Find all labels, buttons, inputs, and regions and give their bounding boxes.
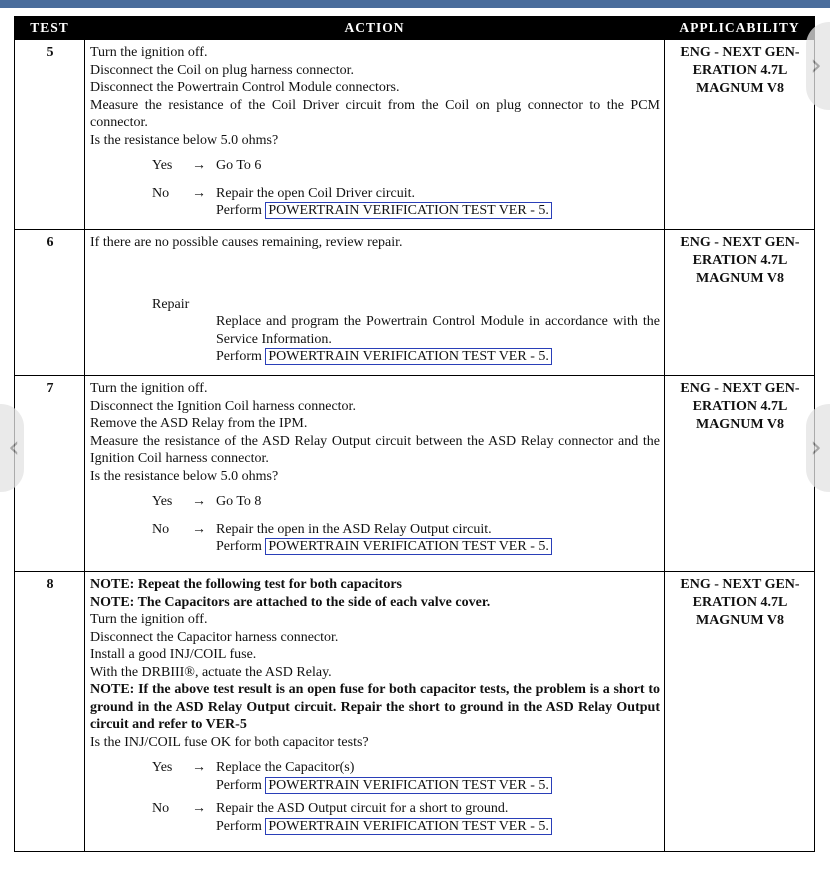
window-top-bar xyxy=(0,0,830,8)
action-question: Is the resistance below 5.0 ohms? xyxy=(90,468,279,484)
test-number: 5 xyxy=(15,40,85,230)
note-line: NOTE: Repeat the following test for both capacitors xyxy=(90,577,402,592)
action-line: With the DRBIII®, actuate the ASD Relay. xyxy=(90,664,332,680)
action-line: Disconnect the Ignition Coil harness connector. xyxy=(90,398,356,414)
note-line: NOTE: The Capacitors are attached to the side of each valve cover. xyxy=(90,594,491,610)
table-header-row xyxy=(15,17,815,40)
applicability-line: ENG - NEXT GEN- xyxy=(680,577,800,592)
no-label: No xyxy=(152,801,170,816)
yes-answer xyxy=(152,157,660,175)
perform-label: Perform xyxy=(216,818,262,834)
verification-test-link[interactable]: POWERTRAIN VERIFICATION TEST VER - 5. xyxy=(265,777,551,794)
yes-label: Yes xyxy=(152,494,173,509)
next-page-chevron-icon[interactable]: › xyxy=(806,404,830,492)
test-number: 7 xyxy=(15,376,85,572)
verification-test-link[interactable]: POWERTRAIN VERIFICATION TEST VER - 5. xyxy=(265,538,551,555)
repair-label: Repair xyxy=(152,296,190,312)
repair-text: Replace and program the Powertrain Control Module in accordance with the Service Information. xyxy=(216,314,660,347)
action-line: Remove the ASD Relay from the IPM. xyxy=(90,416,308,431)
yes-text: Go To 6 xyxy=(216,158,262,173)
arrow-icon: → xyxy=(192,801,206,816)
header-test: TEST xyxy=(15,17,85,40)
table-row-test-7 xyxy=(15,376,815,572)
verification-test-link[interactable]: POWERTRAIN VERIFICATION TEST VER - 5. xyxy=(265,348,551,365)
arrow-icon: → xyxy=(192,185,206,201)
arrow-icon: → xyxy=(192,494,206,509)
diagnostic-procedure-table xyxy=(14,16,815,852)
applicability-line: ENG - NEXT GEN- xyxy=(680,45,800,60)
action-line: If there are no possible causes remaining, review repair. xyxy=(90,235,403,250)
applicability-line: MAGNUM V8 xyxy=(695,81,784,96)
yes-text: Go To 8 xyxy=(216,494,262,509)
no-label: No xyxy=(152,521,170,537)
yes-answer xyxy=(152,493,660,511)
applicability-line: MAGNUM V8 xyxy=(695,417,784,432)
applicability-line: MAGNUM V8 xyxy=(695,613,784,628)
no-answer xyxy=(152,800,660,835)
header-action: ACTION xyxy=(85,17,665,40)
document-page xyxy=(0,8,830,872)
action-line: Turn the ignition off. xyxy=(90,381,208,396)
repair-block xyxy=(152,296,660,366)
no-text: Repair the open Coil Driver circuit. xyxy=(216,185,416,201)
table-row-test-8 xyxy=(15,572,815,852)
action-cell xyxy=(85,572,665,852)
yes-text: Replace the Capacitor(s) xyxy=(216,760,355,775)
applicability-line: ERATION 4.7L xyxy=(692,253,788,268)
answer-block xyxy=(152,493,660,556)
applicability-line: MAGNUM V8 xyxy=(695,271,784,286)
table-row-test-5 xyxy=(15,40,815,230)
arrow-icon: → xyxy=(192,760,206,775)
applicability-cell xyxy=(665,230,815,376)
perform-label: Perform xyxy=(216,349,262,364)
action-line: Disconnect the Coil on plug harness connector. xyxy=(90,62,354,78)
action-line: Install a good INJ/COIL fuse. xyxy=(90,647,257,662)
applicability-line: ERATION 4.7L xyxy=(692,399,788,414)
action-line: Disconnect the Powertrain Control Module connectors. xyxy=(90,80,400,95)
action-line: Turn the ignition off. xyxy=(90,612,208,627)
applicability-cell xyxy=(665,376,815,572)
action-cell xyxy=(85,230,665,376)
verification-test-link[interactable]: POWERTRAIN VERIFICATION TEST VER - 5. xyxy=(265,818,551,835)
no-label: No xyxy=(152,185,170,201)
yes-label: Yes xyxy=(152,760,173,775)
test-number: 6 xyxy=(15,230,85,376)
next-page-top-chevron-icon[interactable]: › xyxy=(806,22,830,110)
note-line: NOTE: If the above test result is an open fuse for both capacitor tests, the problem is a short to ground in the ASD Relay Output circuit. Repair the short to ground in the ASD Relay Output circuit and refer to VER-5 xyxy=(90,682,660,732)
arrow-icon: → xyxy=(192,521,206,537)
answer-block xyxy=(152,759,660,835)
answer-block xyxy=(152,157,660,220)
applicability-line: ERATION 4.7L xyxy=(692,63,788,78)
action-line: Measure the resistance of the ASD Relay Output circuit between the ASD Relay connector and the Ignition Coil harness connector. xyxy=(90,433,660,466)
action-line: Measure the resistance of the Coil Driver circuit from the Coil on plug connector to the PCM connector. xyxy=(90,97,660,130)
applicability-line: ENG - NEXT GEN- xyxy=(680,381,800,396)
action-cell xyxy=(85,40,665,230)
action-question: Is the INJ/COIL fuse OK for both capacitor tests? xyxy=(90,734,369,750)
test-number: 8 xyxy=(15,572,85,852)
table-row-test-6 xyxy=(15,230,815,376)
no-answer xyxy=(152,521,660,556)
no-text: Repair the ASD Output circuit for a short to ground. xyxy=(216,801,509,816)
perform-label: Perform xyxy=(216,539,262,554)
action-cell xyxy=(85,376,665,572)
previous-page-chevron-icon[interactable]: ‹ xyxy=(0,404,24,492)
action-line: Turn the ignition off. xyxy=(90,45,208,60)
applicability-line: ENG - NEXT GEN- xyxy=(680,235,800,250)
applicability-cell xyxy=(665,40,815,230)
applicability-line: ERATION 4.7L xyxy=(692,595,788,610)
applicability-cell xyxy=(665,572,815,852)
no-text: Repair the open in the ASD Relay Output circuit. xyxy=(216,521,492,537)
no-answer xyxy=(152,185,660,220)
arrow-icon: → xyxy=(192,158,206,173)
yes-answer xyxy=(152,759,660,794)
action-question: Is the resistance below 5.0 ohms? xyxy=(90,132,279,148)
yes-label: Yes xyxy=(152,158,173,173)
perform-label: Perform xyxy=(216,777,262,793)
action-line: Disconnect the Capacitor harness connector. xyxy=(90,629,339,645)
verification-test-link[interactable]: POWERTRAIN VERIFICATION TEST VER - 5. xyxy=(265,202,551,219)
perform-label: Perform xyxy=(216,203,262,218)
header-applicability: APPLICABILITY xyxy=(665,17,815,40)
